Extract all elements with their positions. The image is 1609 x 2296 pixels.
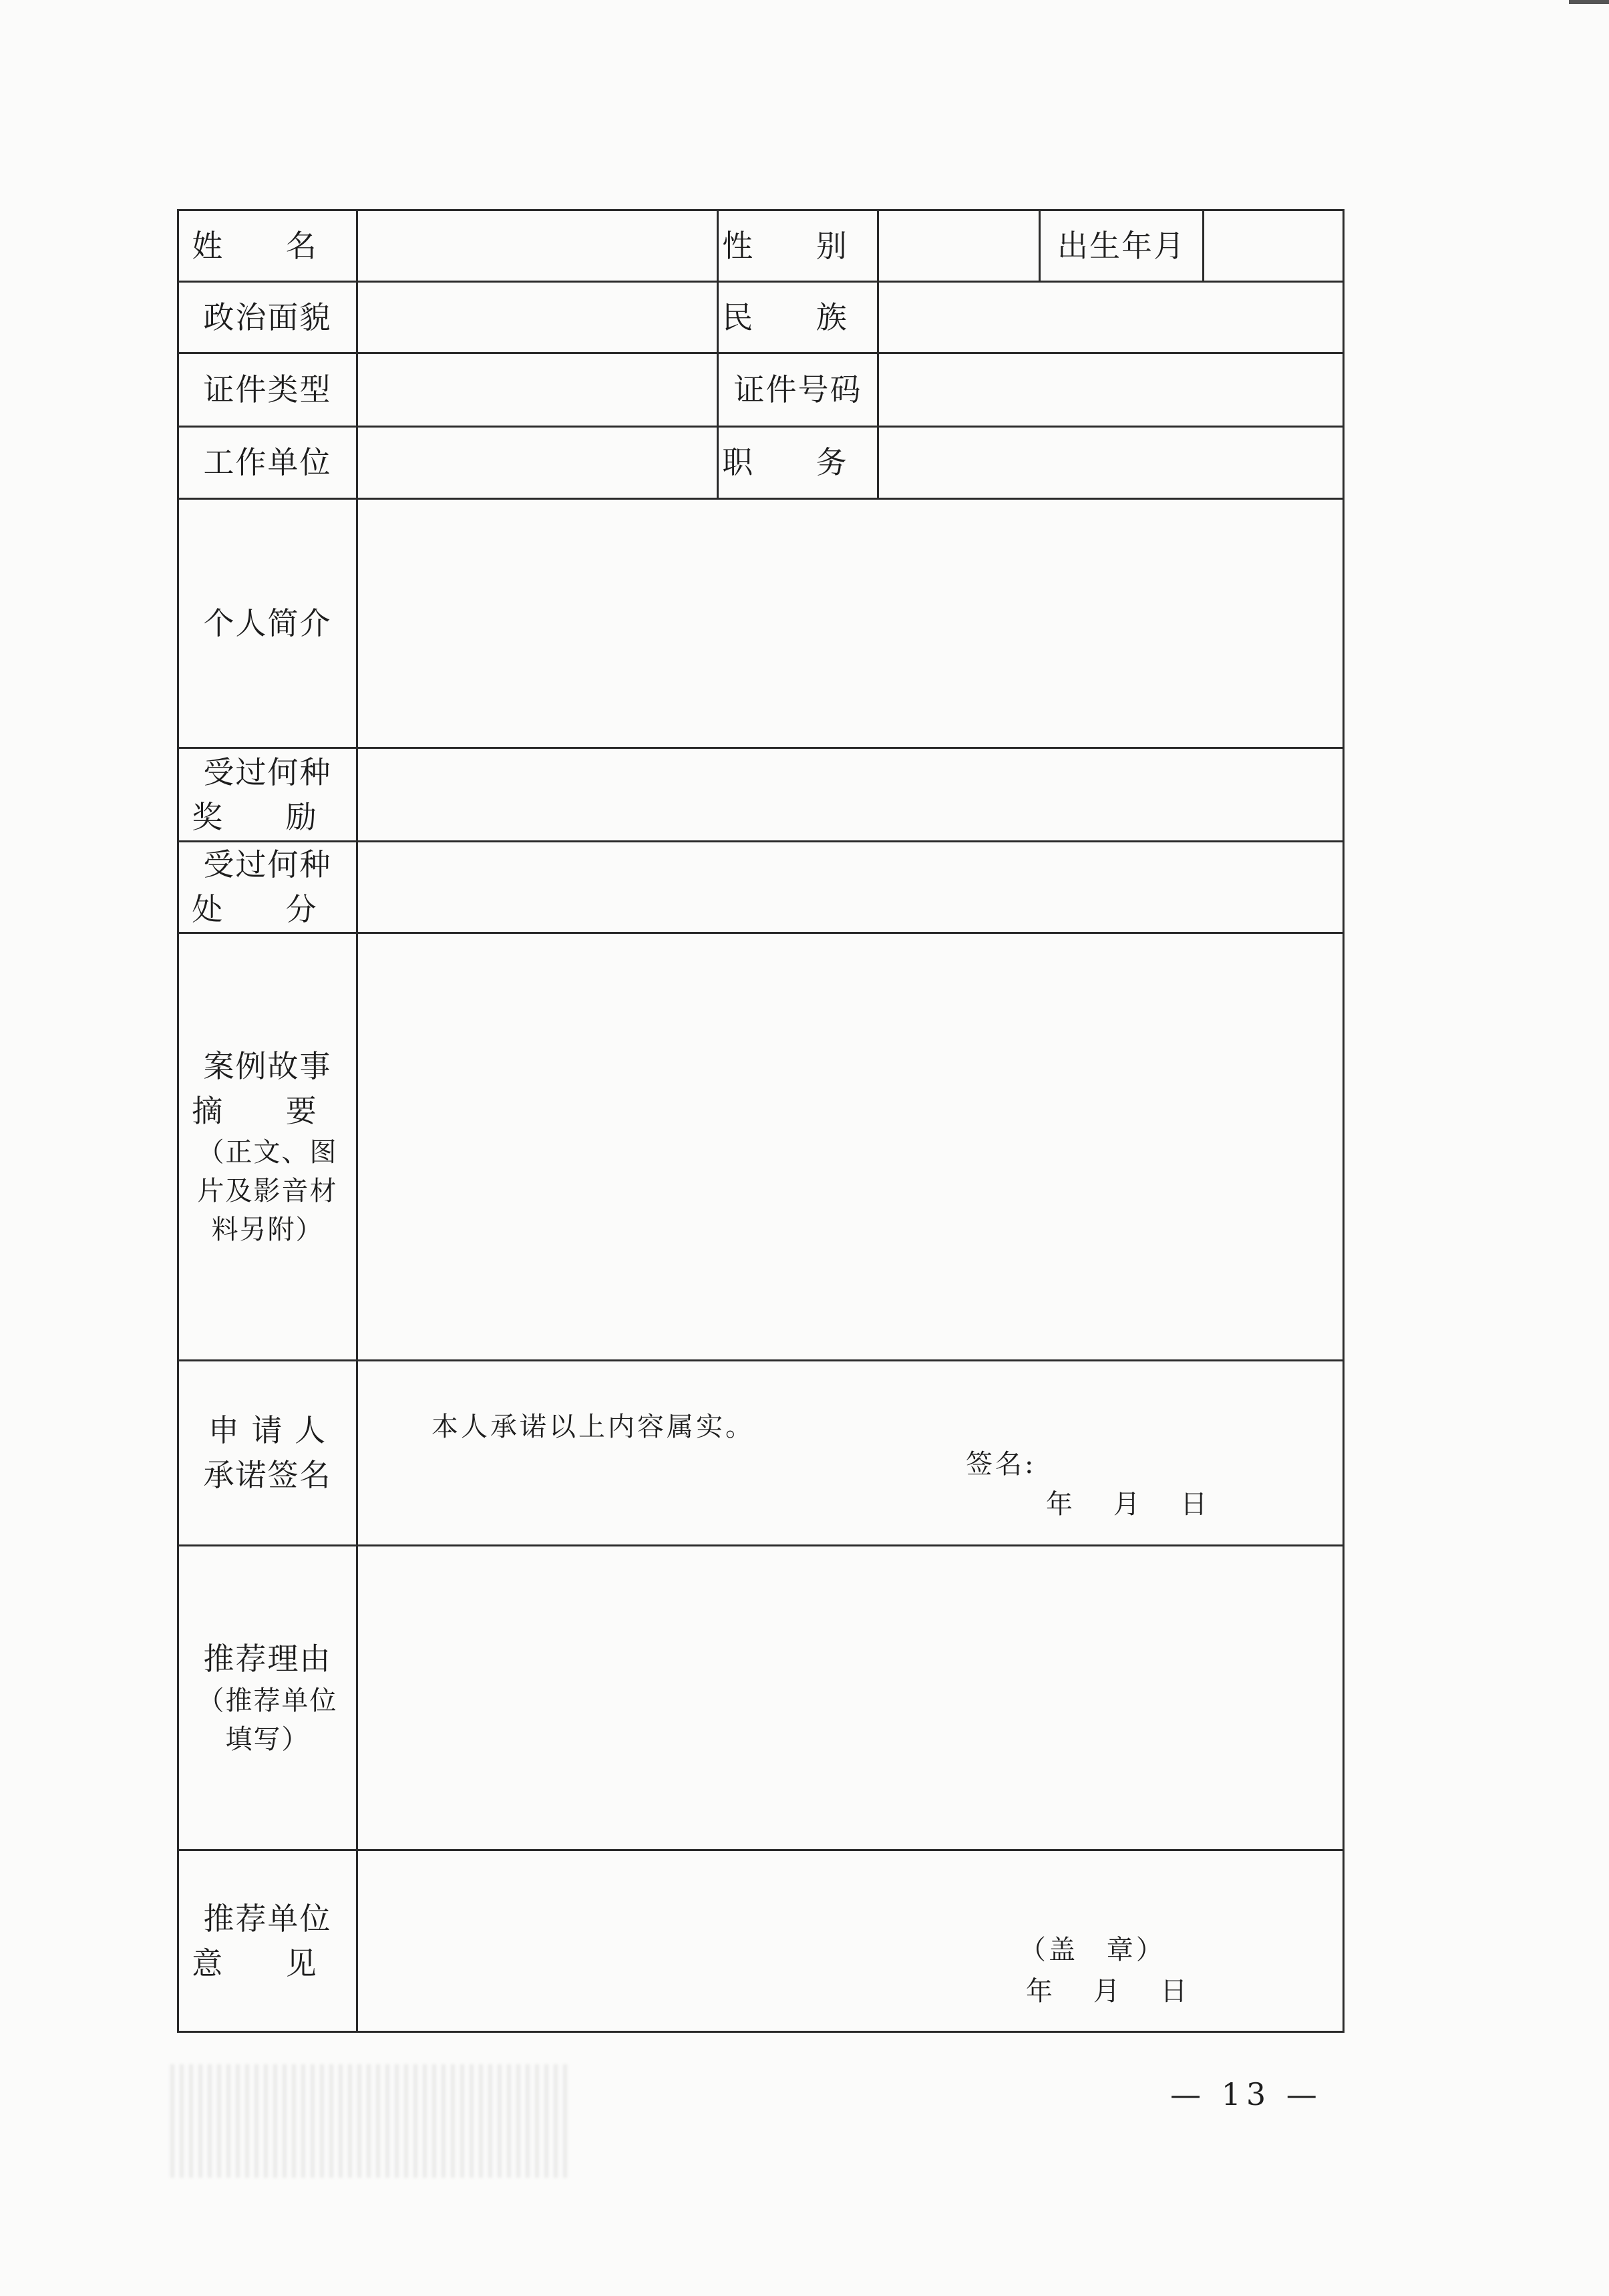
- opinion-seal: （盖 章）: [1019, 1935, 1166, 1965]
- page-number: — 13 —: [1170, 2076, 1322, 2112]
- reason-field[interactable]: [358, 1546, 1343, 1849]
- reason-note: （推荐单位填写）: [197, 1685, 338, 1755]
- opinion-field[interactable]: [358, 1851, 1343, 2031]
- awards-field[interactable]: [358, 749, 1343, 840]
- workplace-label: 工作单位: [203, 444, 332, 481]
- birth-field[interactable]: [1204, 211, 1343, 281]
- opinion-label: 推荐单位 意 见: [192, 1900, 343, 1981]
- reason-label: 推荐理由 （推荐单位填写）: [179, 1546, 356, 1849]
- gender-field[interactable]: [879, 211, 1039, 281]
- penalty-field[interactable]: [358, 842, 1343, 932]
- scan-edge-mark: [1569, 0, 1609, 4]
- case-summary-label: 案例故事 摘 要 （正文、图片及影音材料另附）: [182, 934, 353, 1359]
- gender-label: 性 别: [722, 227, 874, 264]
- ethnicity-label: 民 族: [722, 299, 874, 335]
- id-number-field[interactable]: [879, 354, 1343, 426]
- pledge-signature-label: 签名:: [966, 1449, 1037, 1480]
- position-label: 职 务: [722, 444, 874, 481]
- name-field[interactable]: [358, 211, 717, 281]
- opinion-date: 年 月 日: [1026, 1976, 1190, 2007]
- workplace-field[interactable]: [358, 428, 717, 498]
- pledge-field[interactable]: [358, 1361, 1343, 1544]
- bio-label: 个人简介: [203, 605, 332, 641]
- awards-label: 受过何种 奖 励: [192, 754, 343, 835]
- position-field[interactable]: [879, 428, 1343, 498]
- pledge-text: 本人承诺以上内容属实。: [431, 1412, 755, 1442]
- id-type-field[interactable]: [358, 354, 717, 426]
- case-summary-field[interactable]: [358, 934, 1343, 1359]
- birth-label: 出生年月: [1057, 227, 1186, 264]
- political-status-field[interactable]: [358, 283, 717, 352]
- pledge-date: 年 月 日: [1046, 1489, 1210, 1520]
- penalty-label: 受过何种 处 分: [192, 846, 343, 927]
- name-label: 姓 名: [192, 227, 343, 264]
- ethnicity-field[interactable]: [879, 283, 1343, 352]
- id-number-label: 证件号码: [733, 371, 862, 408]
- id-type-label: 证件类型: [203, 371, 332, 408]
- political-status-label: 政治面貌: [203, 299, 332, 335]
- case-summary-note: （正文、图片及影音材料另附）: [197, 1137, 338, 1246]
- bio-field[interactable]: [358, 500, 1343, 747]
- scan-artifact: [170, 2064, 571, 2178]
- pledge-label: 申 请 人 承诺签名: [203, 1412, 332, 1493]
